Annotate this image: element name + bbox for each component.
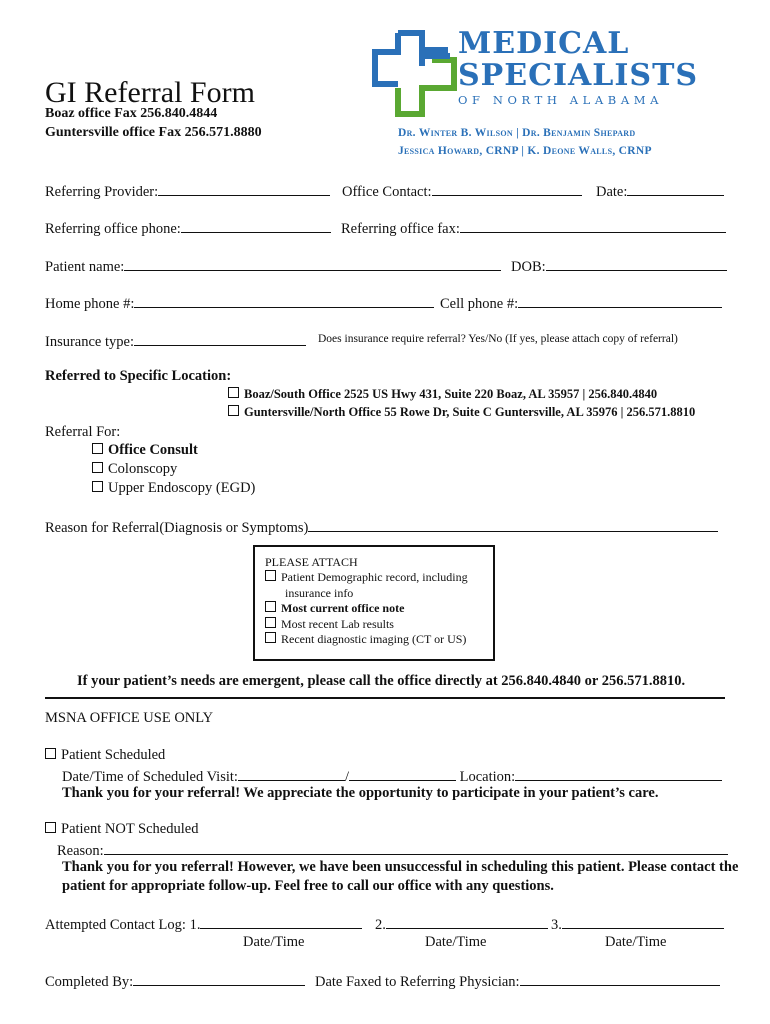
unsuccessful-text-1: Thank you for you referral! However, we have been unsuccessful in scheduling this patient. Please contact the: [62, 859, 739, 875]
office-consult-checkbox[interactable]: [92, 443, 103, 454]
guntersville-location-text: Guntersville/North Office 55 Rowe Dr, Suite C Guntersville, AL 35976 | 256.571.8810: [244, 405, 696, 419]
patient-scheduled-label: Patient Scheduled: [61, 747, 166, 763]
please-attach-box: [253, 545, 495, 661]
scheduled-visit-label: Date/Time of Scheduled Visit:: [62, 769, 238, 785]
patient-name-field[interactable]: [45, 256, 501, 276]
date-time-caption-3: Date/Time: [605, 934, 667, 950]
office-consult-label: Office Consult: [108, 442, 198, 458]
referring-fax-label: Referring office fax:: [341, 221, 460, 237]
office-use-label: MSNA OFFICE USE ONLY: [45, 710, 214, 726]
location-label: Referred to Specific Location:: [45, 368, 232, 384]
completed-by-field[interactable]: [45, 971, 305, 991]
attach-office-note-label: Most current office note: [281, 601, 405, 616]
referring-phone-field[interactable]: [45, 218, 331, 238]
please-attach-title: PLEASE ATTACH: [265, 555, 358, 569]
medical-cross-logo-icon: [370, 30, 460, 120]
cell-phone-label: Cell phone #:: [440, 296, 519, 312]
form-title: GI Referral Form: [45, 76, 255, 109]
date-field[interactable]: [596, 181, 724, 201]
location-guntersville-option[interactable]: [228, 405, 695, 420]
logo-line3: OF NORTH ALABAMA: [458, 93, 664, 107]
not-scheduled-reason-field[interactable]: [57, 840, 728, 860]
dob-label: DOB:: [511, 259, 546, 275]
contact-log-label: Attempted Contact Log: 1.: [45, 917, 201, 933]
doctors-line1: Dr. Winter B. Wilson | Dr. Benjamin Shepard: [398, 127, 636, 139]
divider: [45, 697, 725, 699]
location-boaz-option[interactable]: [228, 387, 657, 402]
reason-field[interactable]: [45, 517, 718, 537]
unsuccessful-text-2: patient for appropriate follow-up. Feel free to call our office with any questions.: [62, 878, 554, 894]
referring-provider-label: Referring Provider:: [45, 184, 159, 200]
contact-log-field-1[interactable]: [45, 914, 362, 934]
colonoscopy-checkbox[interactable]: [92, 462, 103, 473]
referral-option-egd[interactable]: [92, 480, 255, 497]
dob-field[interactable]: [511, 256, 727, 276]
date-label: Date:: [596, 184, 628, 200]
doctors-line2: Jessica Howard, CRNP | K. Deone Walls, CRNP: [398, 145, 652, 157]
insurance-referral-note: Does insurance require referral? Yes/No (If yes, please attach copy of referral): [318, 333, 678, 345]
cell-phone-field[interactable]: [440, 293, 722, 313]
scheduled-visit-field[interactable]: [62, 766, 722, 786]
office-contact-field[interactable]: [342, 181, 582, 201]
patient-not-scheduled-option[interactable]: [45, 821, 198, 838]
attach-imaging-label: Recent diagnostic imaging (CT or US): [281, 632, 467, 647]
attach-lab-results-checkbox[interactable]: [265, 617, 276, 628]
egd-checkbox[interactable]: [92, 481, 103, 492]
date-faxed-label: Date Faxed to Referring Physician:: [315, 974, 520, 990]
colonoscopy-label: Colonscopy: [108, 461, 178, 477]
date-faxed-field[interactable]: [315, 971, 720, 991]
attach-demographic-label-cont: insurance info: [285, 585, 354, 600]
date-time-caption-1: Date/Time: [243, 934, 305, 950]
home-phone-label: Home phone #:: [45, 296, 135, 312]
attach-lab-results-label: Most recent Lab results: [281, 616, 394, 631]
attach-office-note-checkbox[interactable]: [265, 601, 276, 612]
insurance-type-field[interactable]: [45, 331, 306, 351]
logo-line2: SPECIALISTS: [458, 58, 699, 93]
date-time-caption-2: Date/Time: [425, 934, 487, 950]
attach-demographic-checkbox[interactable]: [265, 570, 276, 581]
contact-log-2-label: 2.: [375, 917, 386, 933]
egd-label: Upper Endoscopy (EGD): [108, 480, 256, 496]
emergent-notice: If your patient’s needs are emergent, please call the office directly at 256.840.4840 or 256.571.8810.: [77, 673, 686, 689]
referral-for-label: Referral For:: [45, 424, 121, 440]
location-label-2: Location:: [459, 769, 516, 785]
guntersville-fax: Guntersville office Fax 256.571.8880: [45, 125, 262, 140]
patient-scheduled-checkbox[interactable]: [45, 748, 56, 759]
patient-not-scheduled-label: Patient NOT Scheduled: [61, 821, 199, 837]
referring-fax-field[interactable]: [341, 218, 726, 238]
logo-line1: MEDICAL: [458, 26, 630, 61]
contact-log-3-label: 3.: [551, 917, 562, 933]
completed-by-label: Completed By:: [45, 974, 134, 990]
patient-scheduled-option[interactable]: [45, 747, 165, 764]
contact-log-field-2[interactable]: [375, 914, 548, 934]
attach-demographic-label: Patient Demographic record, including: [281, 570, 468, 585]
insurance-type-label: Insurance type:: [45, 334, 134, 350]
referral-option-colonoscopy[interactable]: [92, 461, 177, 478]
slash-separator: /: [344, 769, 349, 785]
boaz-checkbox[interactable]: [228, 387, 239, 398]
patient-not-scheduled-checkbox[interactable]: [45, 822, 56, 833]
referral-option-office-consult[interactable]: [92, 442, 198, 459]
thank-you-text: Thank you for your referral! We appreciate the opportunity to participate in your patient’s care.: [62, 785, 659, 801]
contact-log-field-3[interactable]: [551, 914, 724, 934]
patient-name-label: Patient name:: [45, 259, 125, 275]
home-phone-field[interactable]: [45, 293, 434, 313]
attach-imaging-checkbox[interactable]: [265, 632, 276, 643]
office-contact-label: Office Contact:: [342, 184, 432, 200]
guntersville-checkbox[interactable]: [228, 405, 239, 416]
not-scheduled-reason-label: Reason:: [57, 843, 104, 859]
reason-label: Reason for Referral(Diagnosis or Symptoms): [45, 520, 309, 536]
boaz-fax: Boaz office Fax 256.840.4844: [45, 106, 218, 121]
referring-phone-label: Referring office phone:: [45, 221, 181, 237]
referring-provider-field[interactable]: [45, 181, 330, 201]
boaz-location-text: Boaz/South Office 2525 US Hwy 431, Suite 220 Boaz, AL 35957 | 256.840.4840: [244, 387, 658, 401]
